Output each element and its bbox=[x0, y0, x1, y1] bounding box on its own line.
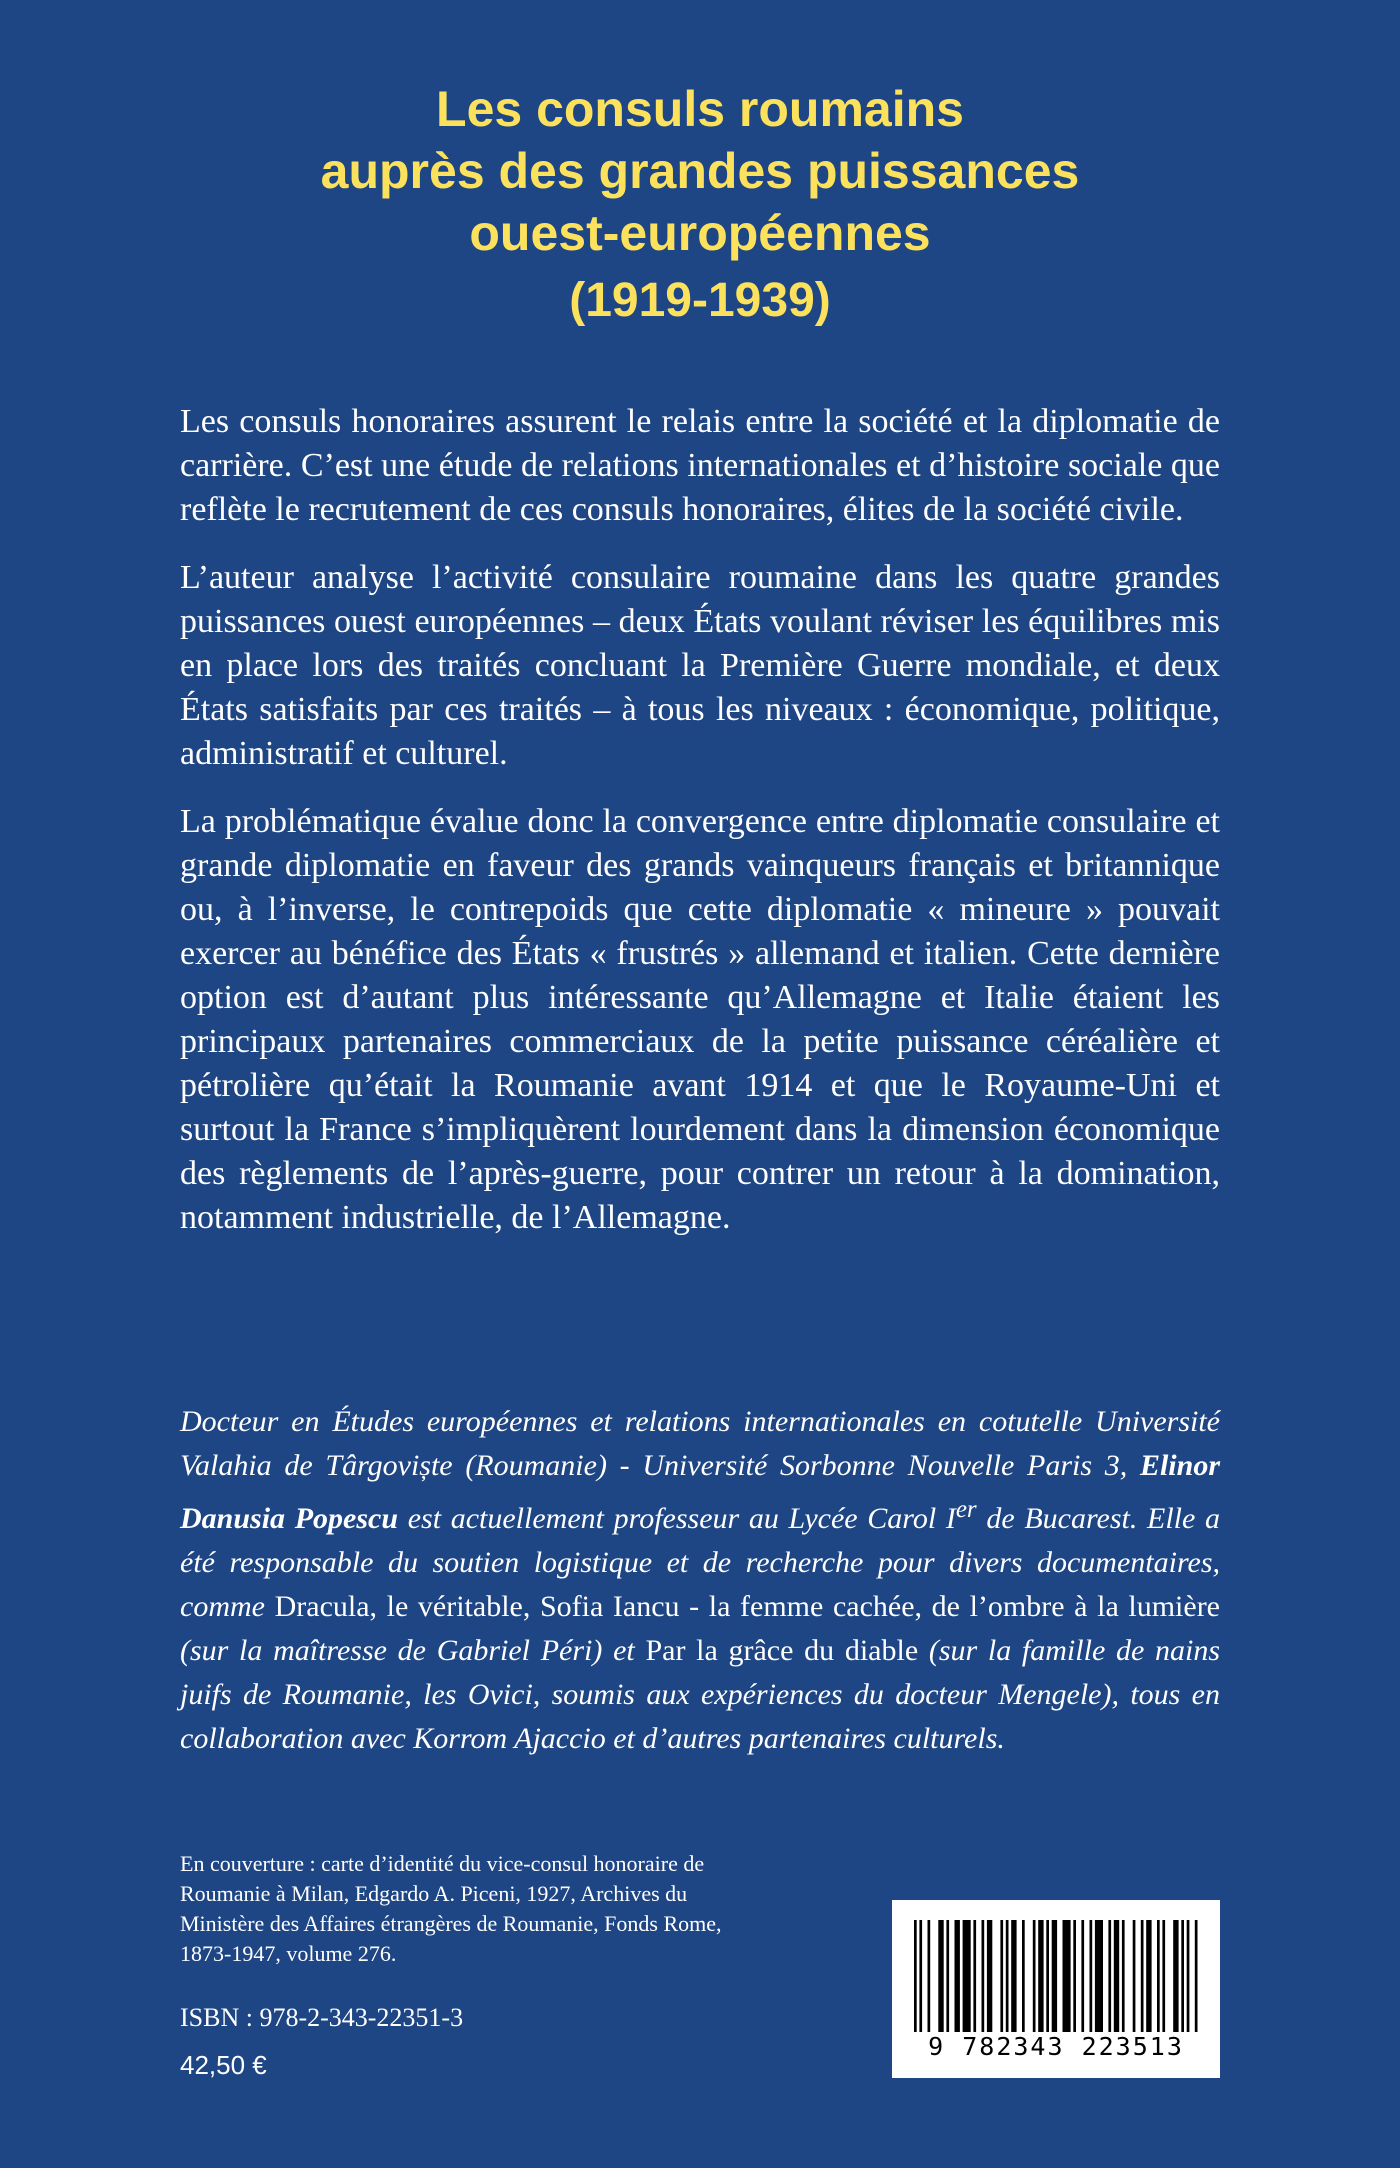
documentary-titles: Dracula, le véritable, Sofia Iancu - la femme cachée, de l’ombre à la lumière bbox=[274, 1590, 1221, 1623]
bio-part-3: de Bucarest. Elle a été responsable du soutien logistique et de recherche pour divers documentaires, comme bbox=[180, 1502, 1220, 1623]
barcode-bar bbox=[987, 1920, 992, 2032]
barcode-bar bbox=[1173, 1920, 1178, 2032]
barcode-bar bbox=[1095, 1920, 1103, 2032]
barcode-bar bbox=[1114, 1920, 1119, 2032]
barcode-bar bbox=[928, 1920, 931, 2032]
bio-part-4: (sur la maîtresse de Gabriel Péri) et bbox=[180, 1634, 646, 1667]
barcode-bar bbox=[1063, 1920, 1071, 2032]
title-line-3: ouest-européennes bbox=[469, 205, 931, 261]
barcode-bar bbox=[1187, 1920, 1190, 2032]
barcode-bar bbox=[1157, 1920, 1160, 2032]
bio-part-1: Docteur en Études européennes et relations internationales en cotutelle Université Valahia de Târgoviște (Roumanie) - Université Sorbonne Nouvelle Paris 3, bbox=[180, 1405, 1220, 1482]
barcode-digits: 9 782343 223513 bbox=[928, 2032, 1184, 2061]
summary-paragraph-1: Les consuls honoraires assurent le relais entre la société et la diplomatie de carrière. C’est une étude de relations internationales et d’histoire sociale que reflète le recrutement de ces consuls honoraires, élites de la société civile. bbox=[180, 403, 1220, 528]
barcode-bar bbox=[919, 1920, 922, 2032]
barcode-bar bbox=[1122, 1920, 1125, 2032]
barcode-bar bbox=[955, 1920, 960, 2032]
barcode-bar bbox=[973, 1920, 976, 2032]
bio-superscript: er bbox=[955, 1496, 977, 1523]
barcode-bar bbox=[1000, 1920, 1003, 2032]
barcode-bar bbox=[1133, 1920, 1136, 2032]
barcode-bar bbox=[1162, 1920, 1165, 2032]
bio-part-2: est actuellement professeur au Lycée Carol I bbox=[398, 1502, 956, 1535]
barcode-bar bbox=[1195, 1920, 1198, 2032]
barcode-bar bbox=[1141, 1920, 1144, 2032]
barcode-bar bbox=[1011, 1920, 1016, 2032]
barcode-bar bbox=[963, 1920, 971, 2032]
summary-paragraph-3: La problématique évalue donc la convergence entre diplomatie consulaire et grande diplomatie en faveur des grands vainqueurs français et britannique ou, à l’inverse, le contrepoids que cette diplomatie « mineure » pouvait exercer au bénéfice des États « frustrés » allemand et italien. Cette dernière option est d’autant plus intéressante qu’Allemagne et Italie étaient les principaux partenaires commerciaux de la petite puissance céréalière et pétrolière qu’était la Roumanie avant 1914 et que le Royaume-Uni et surtout la France s’impliquèrent lourdement dans la dimension économique des règlements de l’après-guerre, pour contrer un retour à la domination, notamment industrielle, de l’Allemagne. bbox=[180, 803, 1220, 1236]
barcode-bar bbox=[1081, 1920, 1084, 2032]
barcode-bar bbox=[1181, 1920, 1184, 2032]
price: 42,50 € bbox=[180, 2050, 267, 2080]
barcode-bar bbox=[1038, 1920, 1043, 2032]
barcode bbox=[892, 1900, 1220, 2078]
barcode-bar bbox=[1108, 1920, 1111, 2032]
title-line-2: auprès des grandes puissances bbox=[320, 143, 1080, 199]
documentary-title-2: Par la grâce du diable bbox=[645, 1634, 919, 1667]
barcode-bar bbox=[1022, 1920, 1025, 2032]
summary-text bbox=[180, 400, 1220, 1264]
author-bio bbox=[180, 1400, 1220, 1761]
barcode-bar bbox=[982, 1920, 985, 2032]
barcode-bar bbox=[914, 1920, 917, 2032]
book-title bbox=[0, 78, 1400, 332]
barcode-bar bbox=[1090, 1920, 1093, 2032]
cover-credit: En couverture : carte d’identité du vice-consul honoraire de Roumanie à Milan, Edgardo A. Piceni, 1927, Archives du Ministère des Affaires étrangères de Roumanie, Fonds Rome, 1873-1947, volume 276. bbox=[180, 1851, 722, 1966]
barcode-bar bbox=[1033, 1920, 1036, 2032]
barcode-bar bbox=[1052, 1920, 1057, 2032]
barcode-bar bbox=[1146, 1920, 1151, 2032]
barcode-bar bbox=[946, 1920, 949, 2032]
barcode-bar bbox=[1046, 1920, 1049, 2032]
isbn: ISBN : 978-2-343-22351-3 bbox=[180, 2003, 464, 2032]
barcode-bar bbox=[1073, 1920, 1076, 2032]
barcode-bars bbox=[914, 1920, 1198, 2032]
barcode-bar bbox=[1006, 1920, 1009, 2032]
title-dates: (1919-1939) bbox=[569, 274, 831, 327]
title-line-1: Les consuls roumains bbox=[436, 81, 964, 137]
barcode-bar bbox=[938, 1920, 943, 2032]
author-name: Elinor Danusia Popescu bbox=[180, 1449, 1220, 1535]
bio-part-5: (sur la famille de nains juifs de Roumanie, les Ovici, soumis aux expériences du docteur Mengele), tous en collaboration avec Korrom Ajaccio et d’autres partenaires culturels. bbox=[180, 1634, 1220, 1755]
summary-paragraph-2: L’auteur analyse l’activité consulaire roumaine dans les quatre grandes puissances ouest européennes – deux États voulant réviser les équilibres mis en place lors des traités concluant la Première Guerre mondiale, et deux États satisfaits par ces traités – à tous les niveaux : économique, politique, administratif et culturel. bbox=[180, 559, 1220, 772]
